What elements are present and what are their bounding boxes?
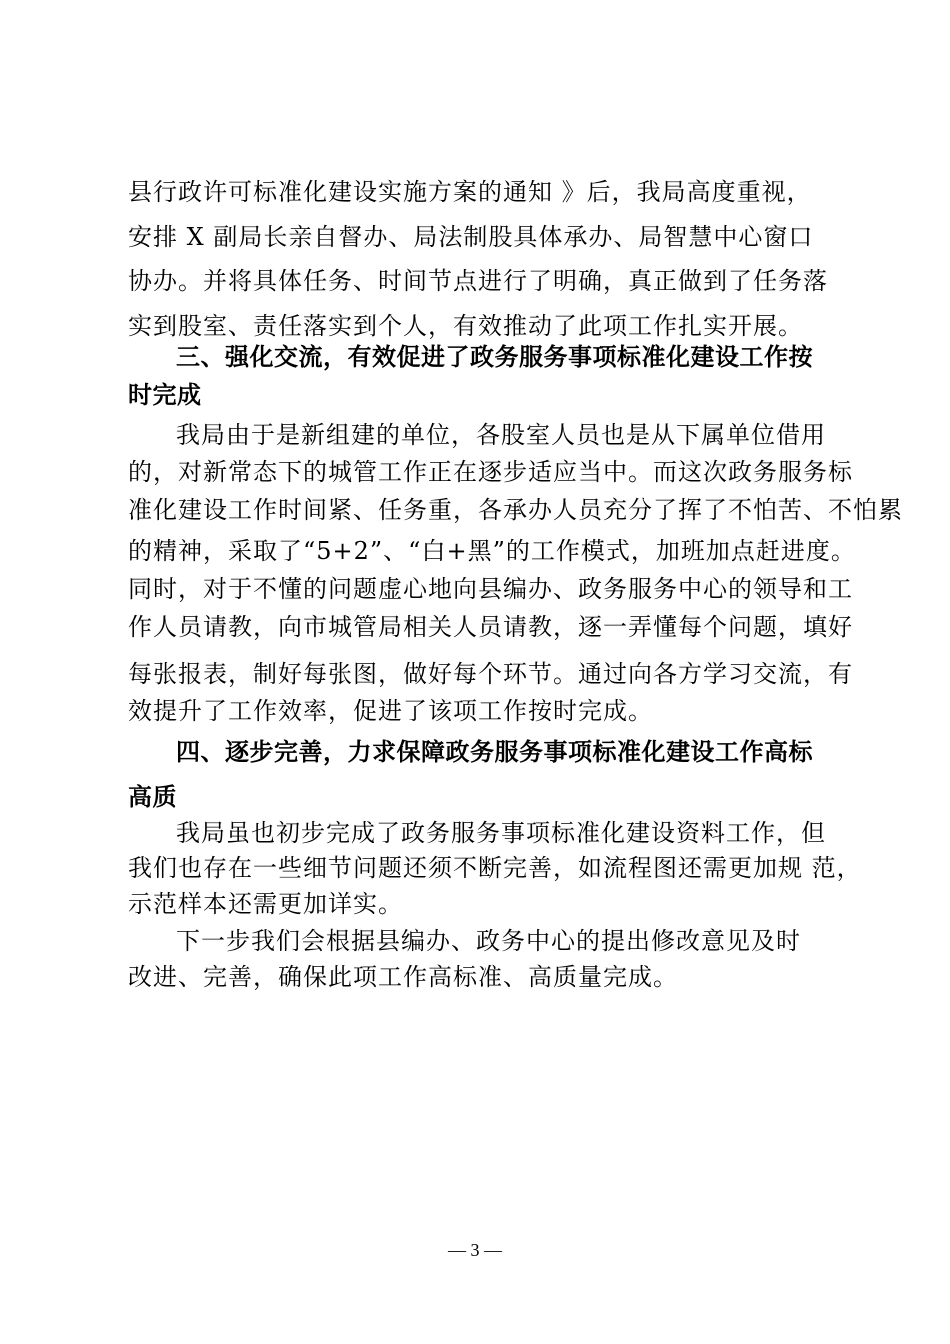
text-line: 我局虽也初步完成了政务服务事项标准化建设资料工作，但 — [176, 819, 826, 847]
text-line: 每张报表，制好每张图，做好每个环节。通过向各方学习交流，有 — [128, 660, 853, 688]
text-line: 实到股室、责任落实到个人，有效推动了此项工作扎实开展。 — [128, 312, 803, 340]
text-line: 协办。并将具体任务、时间节点进行了明确，真正做到了任务落 — [128, 267, 828, 295]
text-line: 作人员请教，向市城管局相关人员请教，逐一弄懂每个问题，填好 — [128, 613, 853, 641]
page-number: — 3 — — [448, 1240, 502, 1260]
section-heading: 四、逐步完善，力求保障政务服务事项标准化建设工作高标 — [176, 738, 813, 766]
text-line: 的，对新常态下的城管工作正在逐步适应当中。而这次政务服务标 — [128, 458, 853, 486]
text-line: 我局由于是新组建的单位，各股室人员也是从下属单位借用 — [176, 421, 826, 449]
section-heading-cont: 高质 — [128, 783, 177, 811]
text-line: 我们也存在一些细节问题还须不断完善，如流程图还需更加规 范， — [128, 854, 862, 882]
text-line: 安排 X 副局长亲自督办、局法制股具体承办、局智慧中心窗口 — [128, 223, 814, 251]
text-line: 县行政许可标准化建设实施方案的通知 》后，我局高度重视， — [128, 178, 812, 206]
text-line: 效提升了工作效率，促进了该项工作按时完成。 — [128, 697, 653, 725]
text-line: 准化建设工作时间紧、任务重，各承办人员充分了挥了不怕苦、不怕累 — [128, 496, 903, 524]
section-heading: 三、强化交流，有效促进了政务服务事项标准化建设工作按 — [176, 343, 813, 371]
section-heading-cont: 时完成 — [128, 381, 202, 409]
text-line: 下一步我们会根据县编办、政务中心的提出修改意见及时 — [176, 927, 801, 955]
text-line: 同时，对于不懂的问题虚心地向县编办、政务服务中心的领导和工 — [128, 575, 853, 603]
text-line: 示范样本还需更加详实。 — [128, 890, 403, 918]
text-line: 改进、完善，确保此项工作高标准、高质量完成。 — [128, 963, 678, 991]
text-line: 的精神，采取了“5+2”、“白+黑”的工作模式，加班加点赶进度。 — [128, 537, 856, 565]
